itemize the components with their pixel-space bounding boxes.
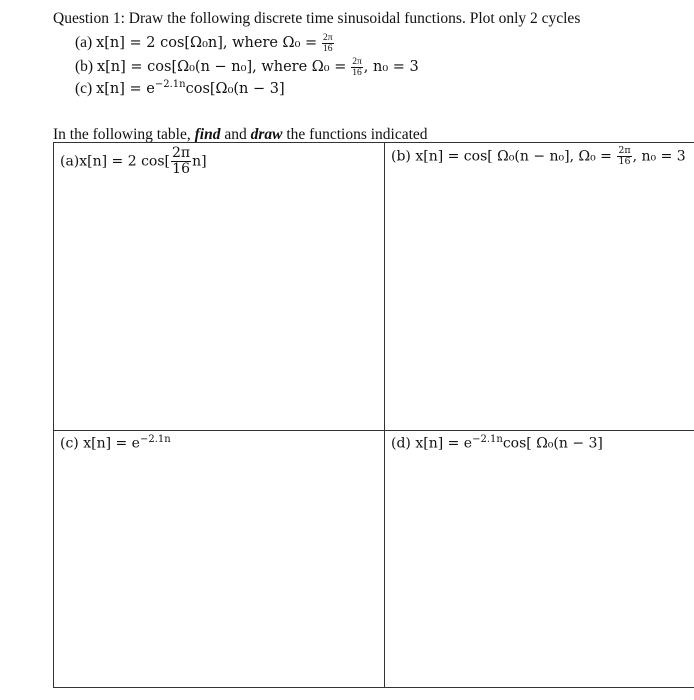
cell-label-tail: , n₀ = 3 xyxy=(632,148,686,165)
cell-label-rest: cos[ Ω₀(n − 3] xyxy=(502,435,603,452)
fraction-numerator: 2π xyxy=(618,145,631,156)
cell-label-fraction xyxy=(171,146,191,177)
table-cell-c[interactable] xyxy=(53,430,385,688)
item-expression: x[n] = cos[Ω₀(n − n₀], where Ω₀ = xyxy=(96,59,347,76)
caption-find: find xyxy=(194,126,221,143)
cell-a-drawing-area[interactable] xyxy=(58,183,380,427)
fraction-denominator: 16 xyxy=(172,161,190,177)
cell-label-fraction xyxy=(617,146,631,167)
fraction-numerator: 2π xyxy=(323,33,333,43)
cell-label-expression: (b) x[n] = cos[ Ω₀(n − n₀], Ω₀ = xyxy=(391,148,612,165)
item-prefix: (b) xyxy=(75,58,94,76)
question-item-c xyxy=(75,79,285,98)
caption-mid: and xyxy=(220,126,251,143)
cell-b-label xyxy=(391,146,686,167)
fraction-numerator: 2π xyxy=(352,57,362,67)
cell-label-tail: n] xyxy=(192,153,207,170)
item-expression: x[n] = 2 cos[Ω₀n], where Ω₀ = xyxy=(96,35,318,52)
cell-b-drawing-area[interactable] xyxy=(389,183,690,427)
cell-a-label xyxy=(60,146,207,177)
cell-d-label xyxy=(391,434,603,452)
caption-lead: In the following table, xyxy=(53,126,195,143)
fraction-numerator: 2π xyxy=(172,145,191,161)
item-prefix: (a) xyxy=(75,34,93,52)
table-cell-a[interactable] xyxy=(53,142,385,431)
item-fraction xyxy=(351,57,363,78)
cell-c-drawing-area[interactable] xyxy=(58,471,380,683)
item-suffix: , n₀ = 3 xyxy=(363,59,419,76)
item-expression-rest: cos[Ω₀(n − 3] xyxy=(185,81,285,98)
item-fraction xyxy=(322,33,334,54)
fraction-denominator: 16 xyxy=(352,68,362,78)
table-cell-d[interactable] xyxy=(384,430,694,688)
fraction-denominator: 16 xyxy=(618,156,631,167)
caption-tail: the functions indicated xyxy=(282,126,428,143)
cell-d-drawing-area[interactable] xyxy=(389,471,690,683)
cell-label-expression: (a)x[n] = 2 cos[ xyxy=(60,153,171,170)
item-expression: x[n] = e xyxy=(96,81,155,98)
item-prefix: (c) xyxy=(75,80,93,98)
caption-draw: draw xyxy=(250,126,283,143)
cell-label-exponent: −2.1n xyxy=(472,434,503,445)
question-title: Question 1: Draw the following discrete time sinusoidal functions. Plot only 2 cycles xyxy=(53,10,581,27)
fraction-denominator: 16 xyxy=(323,44,333,54)
item-exponent: −2.1n xyxy=(154,79,186,90)
answer-table xyxy=(53,142,694,688)
table-cell-b[interactable] xyxy=(384,142,694,431)
question-item-b xyxy=(75,57,419,78)
cell-label-expression: (d) x[n] = e xyxy=(391,435,473,452)
question-item-a xyxy=(75,33,335,54)
cell-label-expression: (c) x[n] = e xyxy=(60,435,140,452)
cell-label-exponent: −2.1n xyxy=(139,434,171,445)
cell-c-label xyxy=(60,434,171,452)
